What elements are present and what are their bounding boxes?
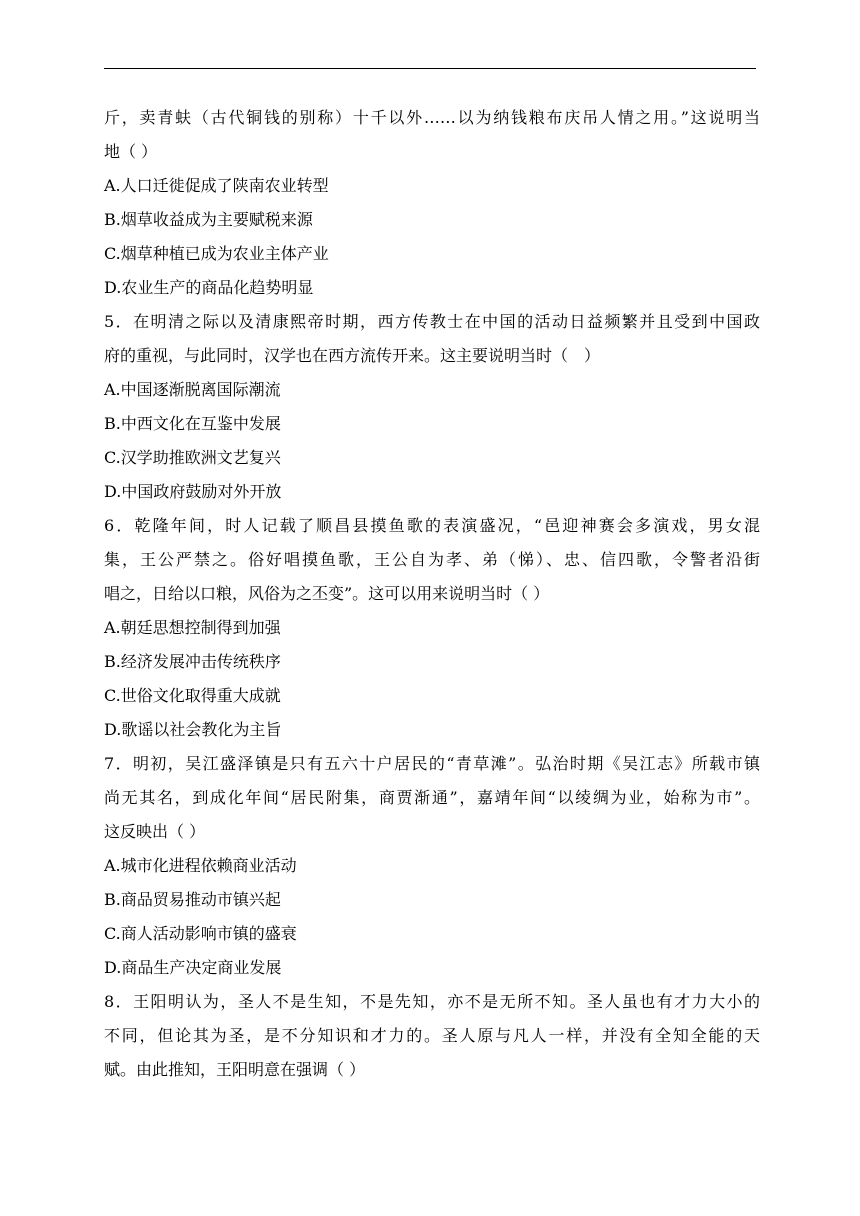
question-6 — [104, 509, 760, 747]
question-7-option-a: A.城市化进程依赖商业活动 — [104, 856, 297, 875]
question-6-option-d: D.歌谣以社会教化为主旨 — [104, 720, 282, 739]
question-6-option-a: A.朝廷思想控制得到加强 — [104, 618, 281, 637]
question-7-option-d: D.商品生产决定商业发展 — [104, 958, 282, 977]
question-7-option-c: C.商人活动影响市镇的盛衰 — [104, 924, 297, 943]
question-8-stem-line: 8．王阳明认为，圣人不是生知，不是先知，亦不是无所不知。圣人虽也有才力大小的 — [104, 992, 760, 1011]
question-7-stem-line: 7．明初，吴江盛泽镇是只有五六十户居民的“青草滩”。弘治时期《吴江志》所载市镇 — [104, 754, 760, 773]
question-5-option-d: D.中国政府鼓励对外开放 — [104, 482, 282, 501]
question-7-stem-line: 这反映出（ ） — [104, 822, 206, 841]
question-4-stem-line: 地（ ） — [104, 142, 158, 161]
question-6-stem-line: 唱之，日给以口粮，风俗为之丕变”。这可以用来说明当时（ ） — [104, 584, 550, 603]
question-8-stem-line: 不同，但论其为圣，是不分知识和才力的。圣人原与凡人一样，并没有全知全能的天 — [104, 1026, 760, 1045]
question-4-stem-line: 斤，卖青蚨（古代铜钱的别称）十千以外……以为纳钱粮布庆吊人情之用。”这说明当 — [104, 108, 760, 127]
question-4-option-a: A.人口迁徙促成了陕南农业转型 — [104, 176, 329, 195]
question-6-option-c: C.世俗文化取得重大成就 — [104, 686, 281, 705]
question-7 — [104, 747, 760, 985]
question-6-option-b: B.经济发展冲击传统秩序 — [104, 652, 281, 671]
question-4-option-c: C.烟草种植已成为农业主体产业 — [104, 244, 329, 263]
question-6-stem-line: 集，王公严禁之。俗好唱摸鱼歌，王公自为孝、弟（悌）、忠、信四歌，令警者沿街 — [104, 550, 760, 569]
question-4-option-d: D.农业生产的商品化趋势明显 — [104, 278, 314, 297]
question-5-option-a: A.中国逐渐脱离国际潮流 — [104, 380, 281, 399]
question-4 — [104, 101, 760, 305]
question-8-stem-line: 赋。由此推知，王阳明意在强调（ ） — [104, 1060, 366, 1079]
question-5-stem-line: 府的重视，与此同时，汉学也在西方流传开来。这主要说明当时（ ） — [104, 346, 601, 365]
page-content — [104, 101, 760, 1087]
question-5-option-c: C.汉学助推欧洲文艺复兴 — [104, 448, 281, 467]
question-5-option-b: B.中西文化在互鉴中发展 — [104, 414, 281, 433]
question-8 — [104, 985, 760, 1087]
question-4-option-b: B.烟草收益成为主要赋税来源 — [104, 210, 313, 229]
question-7-stem-line: 尚无其名，到成化年间“居民附集，商贾渐通”，嘉靖年间“以绫绸为业，始称为市”。 — [104, 788, 760, 807]
question-6-stem-line: 6．乾隆年间，时人记载了顺昌县摸鱼歌的表演盛况，“邑迎神赛会多演戏，男女混 — [104, 516, 760, 535]
question-5-stem-line: 5．在明清之际以及清康熙帝时期，西方传教士在中国的活动日益频繁并且受到中国政 — [104, 312, 760, 331]
question-7-option-b: B.商品贸易推动市镇兴起 — [104, 890, 281, 909]
header-rule — [104, 68, 756, 69]
question-5 — [104, 305, 760, 509]
